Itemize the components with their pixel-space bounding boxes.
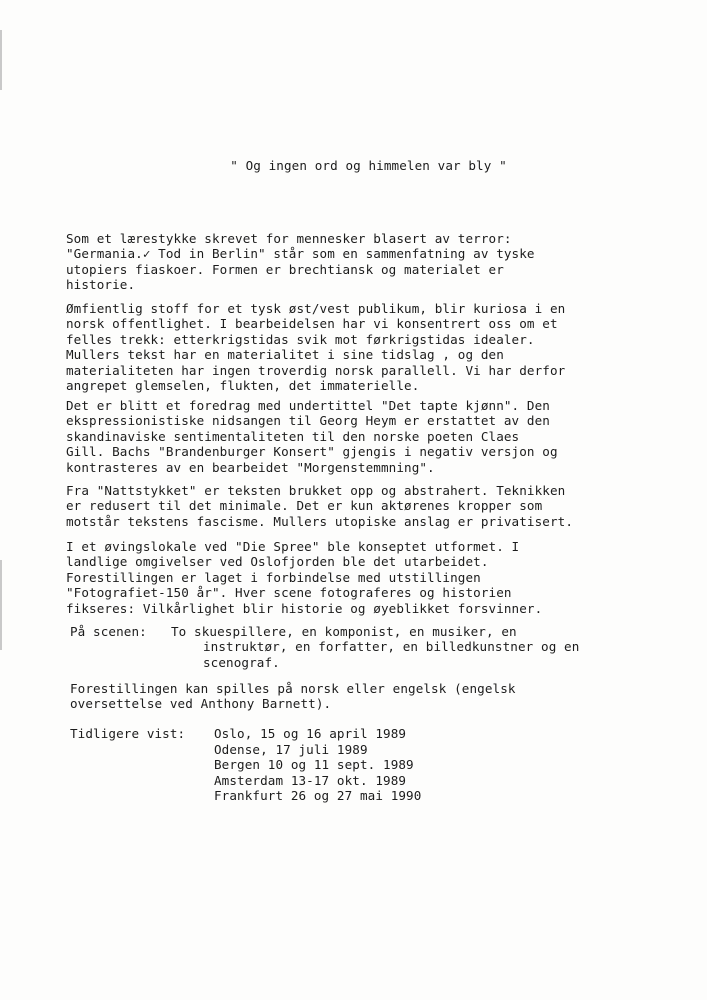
- credits-label: På scenen:: [70, 624, 147, 639]
- paragraph-line: "Fotografiet-150 år". Hver scene fotograferes og historien: [66, 585, 512, 601]
- paragraph-line: landlige omgivelser ved Oslofjorden ble det utarbeidet.: [66, 554, 489, 570]
- paragraph-line: motstår tekstens fascisme. Mullers utopiske anslag er privatisert.: [66, 513, 574, 529]
- performance-note: [70, 681, 632, 712]
- document-title: " Og ingen ord og himmelen var bly ": [230, 158, 507, 173]
- venue-item: Odense, 17 juli 1989: [214, 741, 368, 757]
- paragraph-line: Forestillingen er laget i forbindelse med utstillingen: [66, 569, 481, 585]
- performance-line: oversettelse ved Anthony Barnett).: [70, 696, 332, 712]
- paragraph-3: [66, 398, 632, 475]
- credits-list: [171, 624, 621, 670]
- paragraph-line: Mullers tekst har en materialitet i sine tidslag , og den: [66, 347, 504, 363]
- paragraph-line: "Germania.✓ Tod in Berlin" står som en sammenfatning av tyske: [66, 246, 535, 262]
- performance-line: Forestillingen kan spilles på norsk eller engelsk (engelsk: [70, 681, 516, 696]
- venue-item: Oslo, 15 og 16 april 1989: [214, 726, 407, 741]
- paragraph-line: Fra "Nattstykket" er teksten brukket opp og abstrahert. Teknikken: [66, 483, 566, 498]
- paragraph-line: ekspressionistiske nidsangen til Georg Heym er erstattet av den: [66, 413, 550, 429]
- paragraph-line: Det er blitt et foredrag med undertittel "Det tapte kjønn". Den: [66, 398, 550, 413]
- credits-line: scenograf.: [203, 654, 280, 670]
- paragraph-line: Som et lærestykke skrevet for mennesker blasert av terror:: [66, 231, 512, 246]
- paragraph-line: historie.: [66, 277, 136, 293]
- paragraph-line: utopiers fiaskoer. Formen er brechtiansk og materialet er: [66, 261, 504, 277]
- credits-line: To skuespillere, en komponist, en musiker, en: [171, 624, 517, 639]
- paragraph-1: [66, 231, 632, 293]
- paragraph-line: norsk offentlighet. I bearbeidelsen har vi konsentrert oss om et: [66, 316, 558, 332]
- credits-line: instruktør, en forfatter, en billedkunstner og en: [203, 639, 580, 655]
- venue-list: [214, 726, 421, 804]
- paragraph-4: [66, 483, 632, 529]
- paragraph-line: kontrasteres av en bearbeidet "Morgenstemmning".: [66, 459, 435, 475]
- venue-item: Frankfurt 26 og 27 mai 1990: [214, 788, 422, 803]
- paragraph-line: er redusert til det minimale. Det er kun aktørenes kropper som: [66, 498, 543, 514]
- paragraph-line: fikseres: Vilkårlighet blir historie og øyeblikket forsvinner.: [66, 600, 543, 616]
- scan-edge-mark: [0, 30, 2, 90]
- paragraph-line: felles trekk: etterkrigstidas svik mot førkrigstidas idealer.: [66, 331, 535, 347]
- paragraph-line: Gill. Bachs "Brandenburger Konsert" gjengis i negativ versjon og: [66, 444, 558, 460]
- previously-shown-label: Tidligere vist:: [70, 726, 186, 741]
- paragraph-line: skandinaviske sentimentaliteten til den norske poeten Claes: [66, 428, 520, 444]
- paragraph-line: I et øvingslokale ved "Die Spree" ble konseptet utformet. I: [66, 539, 520, 554]
- venue-item: Bergen 10 og 11 sept. 1989: [214, 757, 414, 772]
- paragraph-2: [66, 301, 632, 393]
- paragraph-line: Ømfientlig stoff for et tysk øst/vest publikum, blir kuriosa i en: [66, 301, 566, 316]
- scan-edge-mark: [0, 560, 2, 650]
- paragraph-line: materialiteten har ingen troverdig norsk parallell. Vi har derfor: [66, 362, 566, 378]
- paragraph-5: [66, 539, 632, 616]
- paragraph-line: angrepet glemselen, flukten, det immaterielle.: [66, 378, 420, 394]
- venue-item: Amsterdam 13-17 okt. 1989: [214, 772, 407, 788]
